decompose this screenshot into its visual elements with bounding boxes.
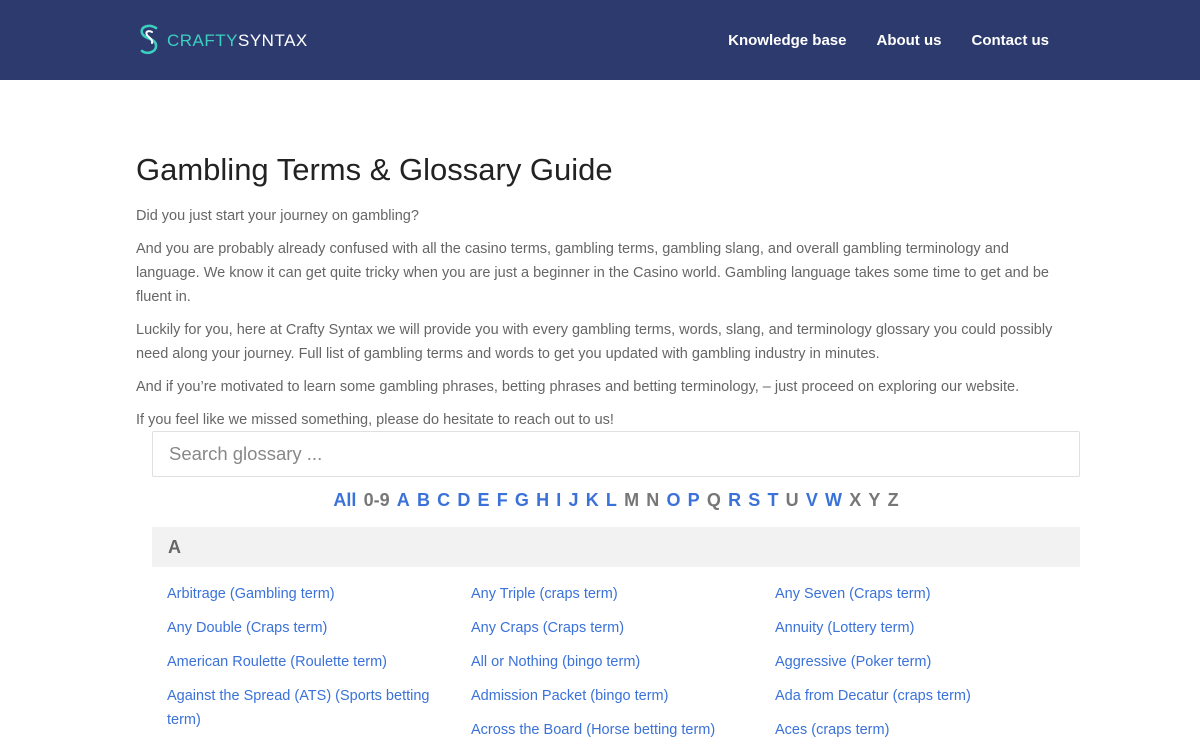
letter-filter-d[interactable]: D (457, 490, 471, 510)
page-title: Gambling Terms & Glossary Guide (136, 152, 613, 187)
intro-section (136, 152, 1066, 441)
intro-paragraph-2: And you are probably already confused with all the casino terms, gambling terms, gambling slang, and overall gambling terminology and language. We know it can get quite tricky when you are just a beginner in the Casino world. Gambling language takes some time to get and be fluent in. (136, 241, 1049, 305)
nav-contact-us[interactable]: Contact us (971, 32, 1049, 49)
intro-paragraph-1: Did you just start your journey on gambling? (136, 208, 419, 224)
glossary-term-link[interactable]: Any Craps (Craps term) (471, 620, 625, 636)
glossary-term-link[interactable]: Ada from Decatur (craps term) (775, 688, 971, 704)
term-column-2 (471, 582, 775, 752)
glossary-search-input[interactable] (153, 432, 1079, 476)
letter-filter-y: Y (868, 490, 881, 510)
letter-filter-e[interactable]: E (477, 490, 490, 510)
intro-paragraph-4: And if you’re motivated to learn some gambling phrases, betting phrases and betting terminology, – just proceed on exploring our website. (136, 379, 1020, 395)
glossary-term-link[interactable]: Annuity (Lottery term) (775, 620, 915, 636)
nav-knowledge-base[interactable]: Knowledge base (728, 32, 847, 49)
letter-filter-r[interactable]: R (728, 490, 742, 510)
letter-filter-k[interactable]: K (585, 490, 599, 510)
letter-filter-all[interactable]: All (333, 490, 357, 510)
section-header-a (152, 527, 1080, 567)
letter-filter-u: U (785, 490, 799, 510)
intro-paragraph-5: If you feel like we missed something, please do hesitate to reach out to us! (136, 412, 614, 428)
term-column-3 (775, 582, 1079, 752)
section-letter: A (168, 537, 181, 557)
letter-filter-g[interactable]: G (514, 490, 529, 510)
glossary-term-link[interactable]: Any Seven (Craps term) (775, 586, 931, 602)
letter-filter-bar (152, 489, 1080, 511)
glossary-search-box (152, 431, 1080, 477)
site-logo[interactable] (137, 24, 308, 56)
logo-wordmark (167, 32, 308, 49)
site-header (0, 0, 1200, 80)
letter-filter-h[interactable]: H (536, 490, 550, 510)
letter-filter-n: N (646, 490, 660, 510)
letter-filter-m: M (624, 490, 640, 510)
letter-filter-x: X (849, 490, 862, 510)
term-column-1 (167, 582, 471, 752)
letter-filter-v[interactable]: V (805, 490, 818, 510)
glossary-term-link[interactable]: Admission Packet (bingo term) (471, 688, 669, 704)
glossary-term-link[interactable]: American Roulette (Roulette term) (167, 654, 387, 670)
letter-filter-09: 0-9 (363, 490, 390, 510)
glossary-term-link[interactable]: Arbitrage (Gambling term) (167, 586, 335, 602)
letter-filter-a[interactable]: A (396, 490, 410, 510)
letter-filter-j[interactable]: J (568, 490, 579, 510)
logo-swirl-icon (137, 24, 161, 56)
intro-paragraph-3: Luckily for you, here at Crafty Syntax we will provide you with every gambling terms, words, slang, and terminology glossary you could possibly need along your journey. Full list of gambling terms and words to get you updated with gambling industry in minutes. (136, 322, 1053, 362)
letter-filter-c[interactable]: C (437, 490, 451, 510)
main-nav (698, 32, 1049, 49)
letter-filter-l[interactable]: L (605, 490, 617, 510)
letter-filter-w[interactable]: W (825, 490, 843, 510)
glossary-term-link[interactable]: Across the Board (Horse betting term) (471, 722, 716, 738)
glossary-term-link[interactable]: Any Triple (craps term) (471, 586, 618, 602)
glossary-term-link[interactable]: All or Nothing (bingo term) (471, 654, 641, 670)
letter-filter-f[interactable]: F (496, 490, 508, 510)
glossary-term-list (167, 582, 1079, 752)
glossary-term-link[interactable]: Against the Spread (ATS) (Sports betting term) (167, 688, 430, 728)
logo-word-syntax: SYNTAX (238, 30, 308, 50)
letter-filter-o[interactable]: O (666, 490, 681, 510)
letter-filter-t[interactable]: T (767, 490, 779, 510)
letter-filter-p[interactable]: P (687, 490, 700, 510)
letter-filter-q: Q (706, 490, 721, 510)
letter-filter-z: Z (887, 490, 899, 510)
glossary-term-link[interactable]: Aces (craps term) (775, 722, 890, 738)
letter-filter-b[interactable]: B (416, 490, 430, 510)
nav-about-us[interactable]: About us (876, 32, 942, 49)
glossary-term-link[interactable]: Any Double (Craps term) (167, 620, 328, 636)
logo-word-crafty: CRAFTY (167, 30, 238, 50)
letter-filter-i[interactable]: I (556, 490, 562, 510)
glossary-term-link[interactable]: Aggressive (Poker term) (775, 654, 932, 670)
letter-filter-s[interactable]: S (748, 490, 761, 510)
